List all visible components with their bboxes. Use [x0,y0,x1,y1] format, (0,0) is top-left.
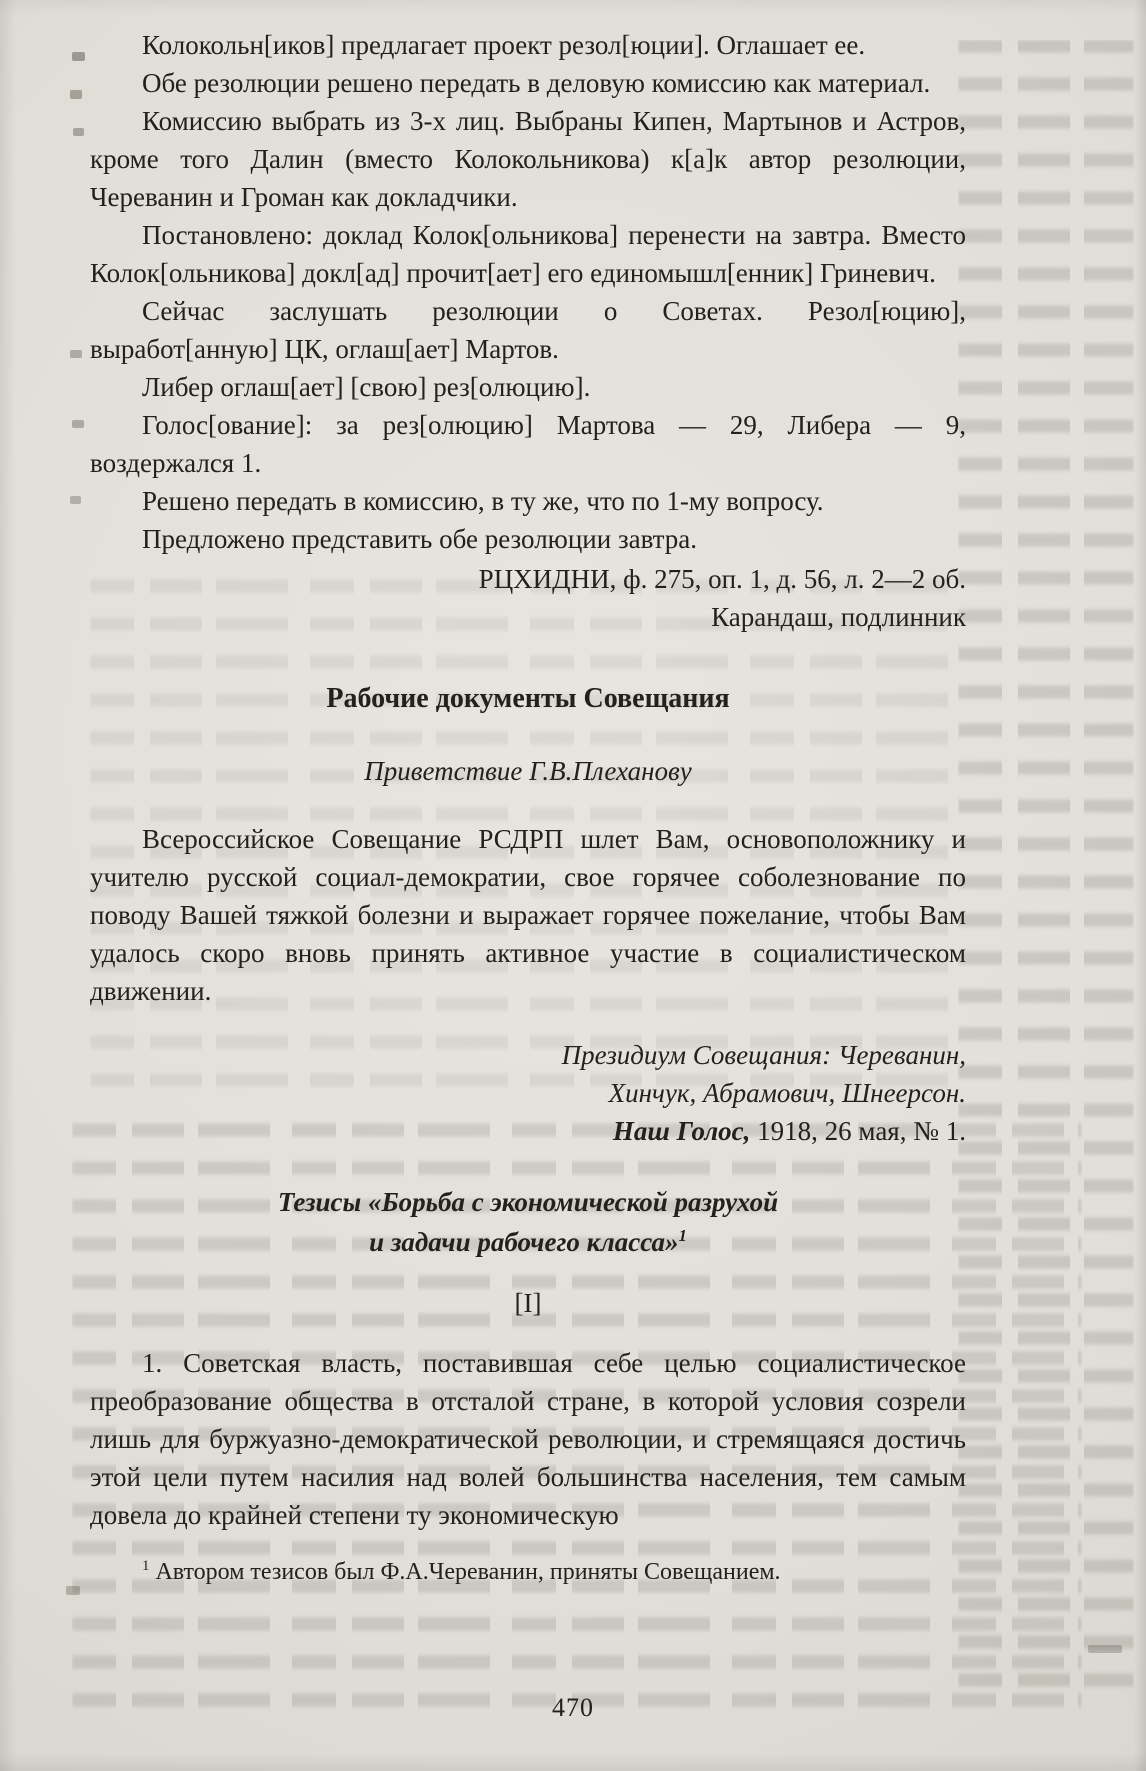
greeting-title: Приветствие Г.В.Плеханову [364,756,692,786]
protocol-paragraph: Решено передать в комиссию, в ту же, что по 1-му вопросу. [142,486,824,516]
bleedthrough-texture [958,40,1134,1700]
protocol-paragraph: Обе резолюции решено передать в деловую комиссию как материал. [142,68,931,98]
page-number: 470 [552,1693,594,1722]
archive-reference: РЦХИДНИ, ф. 275, оп. 1, д. 56, л. 2—2 об. [478,564,966,594]
protocol-paragraph: Сейчас заслушать резолюции о Советах. Резол[юцию], выработ[анную] ЦК, оглаш[ает] Мартов. [90,296,966,364]
publication-source [90,1112,966,1150]
scan-artifact [72,420,84,428]
scan-artifact [70,496,81,504]
scan-artifact [70,90,82,99]
greeting-body: Всероссийское Совещание РСДРП шлет Вам, основоположнику и учителю русской социал-демократии, свое горячее соболезнование по поводу Вашей тяжкой болезни и выражает горячее пожелание, чтобы Вам удалось скоро вновь принять активное участие в социалистическом движении. [90,824,966,1006]
scan-artifact [72,52,85,61]
protocol-paragraph: Либер оглаш[ает] [свою] рез[олюцию]. [142,372,591,402]
publication-source-details: 1918, 26 мая, № 1. [757,1116,966,1146]
footnote-marker: 1 [142,1558,150,1574]
document-note: Карандаш, подлинник [711,602,966,632]
scan-artifact [70,350,82,358]
greeting-signature-line: Хинчук, Абрамович, Шнеерсон. [608,1078,966,1108]
greeting-signature-line: Президиум Совещания: Череванин, [561,1040,966,1070]
section-title: Рабочие документы Совещания [326,683,730,714]
publication-source-title: Наш Голос, [612,1116,751,1146]
part-numeral: [I] [514,1288,542,1318]
footnote [90,1556,966,1588]
scan-artifact [1088,1645,1122,1653]
footnote-reference-marker: 1 [678,1226,687,1245]
protocol-paragraph: Колокольн[иков] предлагает проект резол[юции]. Оглашает ее. [142,30,866,60]
scan-artifact [73,128,84,136]
protocol-paragraph: Комиссию выбрать из 3-х лиц. Выбраны Кипен, Мартынов и Астров, кроме того Далин (вместо Колокольникова) к[а]к автор резолюции, Череванин и Громан как докладчики. [90,106,966,212]
theses-title [90,1182,966,1262]
theses-title-line2: и задачи рабочего класса» [369,1227,679,1257]
page-content [90,26,966,1588]
protocol-paragraph: Предложено представить обе резолюции завтра. [142,524,698,554]
footnote-text: Автором тезисов был Ф.А.Череванин, приняты Совещанием. [155,1559,781,1585]
thesis-paragraph: 1. Советская власть, поставившая себе целью социалистическое преобразование общества в отсталой стране, в которой условия созрели лишь для буржуазно-демократической революции, и стремящаяся достичь этой цели путем насилия над волей большинства населения, тем самым довела до крайней степени ту экономическую [90,1348,966,1530]
theses-title-line1: Тезисы «Борьба с экономической разрухой [277,1187,779,1217]
protocol-paragraph: Голос[ование]: за рез[олюцию] Мартова — 29, Либера — 9, воздержался 1. [90,410,966,478]
scan-artifact [66,1586,80,1595]
protocol-paragraph: Постановлено: доклад Колок[ольникова] перенести на завтра. Вместо Колок[ольникова] докл[ад] прочит[ает] его единомышл[енник] Гриневич. [90,220,966,288]
